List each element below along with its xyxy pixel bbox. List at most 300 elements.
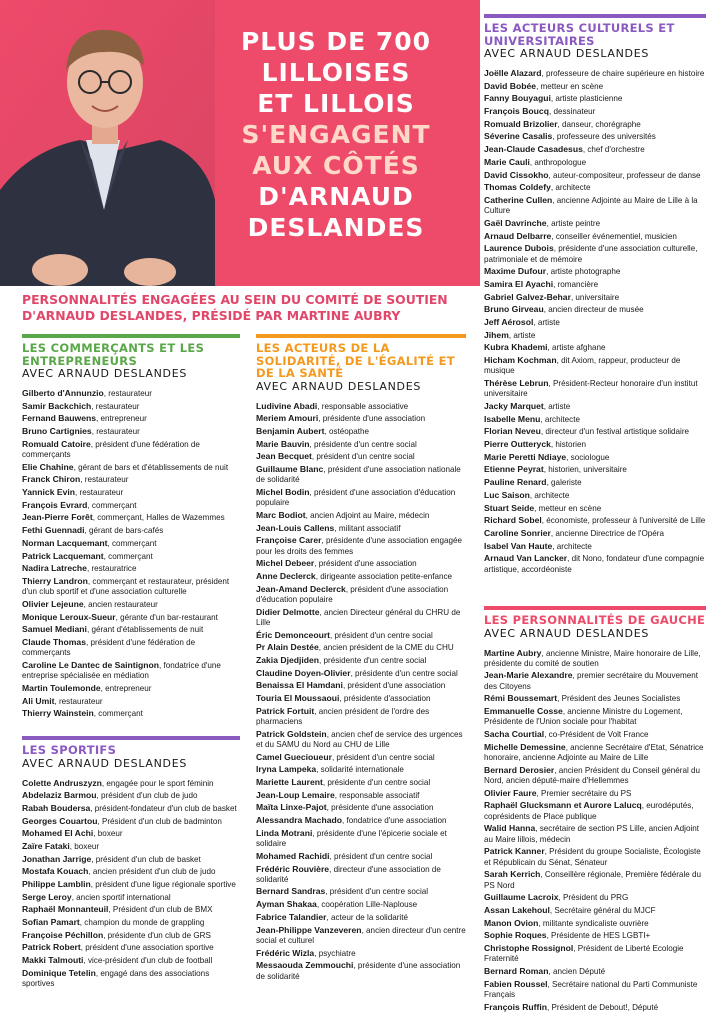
list-item [22, 942, 240, 953]
person-name: Luc Saison [484, 489, 530, 500]
person-name: Patrick Fortuit [256, 705, 315, 716]
list-item [484, 490, 706, 501]
list-item [22, 828, 240, 839]
person-role: , ancien restaurateur [83, 599, 158, 609]
person-role: , présidente d'une association culturelle, patrimoniale et de mémoire [484, 244, 698, 264]
person-role: , professeure des universités [552, 132, 656, 142]
person-name: Françoise Carer [256, 535, 322, 546]
list-item [256, 706, 466, 728]
person-role: , président d'un club de basket [91, 854, 201, 864]
person-role: , commerçant [107, 538, 157, 548]
person-role: , auteur-compositeur, professeur de danse [548, 170, 701, 180]
person-role: , président d'un centre social [330, 630, 433, 640]
list-item [22, 683, 240, 694]
portrait-photo [0, 0, 215, 286]
list-item [484, 1002, 706, 1013]
person-role: , artiste [533, 317, 560, 327]
person-role: , entrepreneur [100, 683, 152, 693]
list-item [256, 535, 466, 557]
person-role: , gérant de bars et d'établissements de nuit [73, 462, 229, 472]
person-name: Didier Delmotte [256, 606, 320, 617]
person-role: , commerçant, Halles de Wazemmes [92, 513, 225, 523]
list-item [256, 451, 466, 462]
person-name: Olivier Lejeune [22, 598, 84, 609]
person-role: , présidente d'association [339, 694, 431, 704]
list-item [484, 800, 706, 822]
person-role: , architecte [550, 183, 591, 193]
person-role: , commerçant [87, 500, 137, 510]
list-item [256, 655, 466, 666]
list-item [22, 551, 240, 562]
person-name: Ayman Shakaa [256, 899, 317, 910]
entry-list [484, 648, 706, 1014]
person-role: , architecte [529, 490, 570, 500]
person-name: Christophe Rossignol [484, 943, 574, 954]
list-item [22, 955, 240, 966]
person-role: , ostéopathe [324, 426, 370, 436]
list-item [256, 401, 466, 412]
person-role: , coopération Lille-Naplouse [316, 900, 418, 910]
list-item [484, 279, 706, 290]
hero-line: S'ENGAGENT [241, 120, 431, 149]
person-name: Abdelaziz Barmou [22, 790, 97, 801]
person-role: , danseur, chorégraphe [557, 119, 641, 129]
list-item [22, 917, 240, 928]
person-name: Fabrice Talandier [256, 911, 327, 922]
person-name: Françoise Péchillon [22, 929, 104, 940]
list-item [256, 828, 466, 850]
section-title: LES ACTEURS CULTURELS ET UNIVERSITAIRES [484, 21, 675, 48]
list-item [22, 778, 240, 789]
list-item [484, 477, 706, 488]
person-role: , fondatrice d'une entreprise spécialisée en médiation [22, 660, 221, 681]
person-role: , Secrétaire national du Parti Communiste Français [484, 979, 698, 1000]
list-item [22, 854, 240, 865]
person-name: Patrick Lacquemant [22, 550, 104, 561]
person-name: Patrick Robert [22, 942, 81, 953]
person-name: Pr Alain Destée [256, 642, 319, 653]
person-name: Georges Couartou [22, 815, 98, 826]
list-item [484, 243, 706, 265]
list-item [256, 630, 466, 641]
person-role: , restaurateur [80, 475, 129, 485]
list-item [22, 525, 240, 536]
person-name: Patrick Kanner [484, 846, 545, 857]
person-name: Jeff Aérosol [484, 316, 534, 327]
section-title: LES SPORTIFS [22, 743, 117, 757]
person-name: Isabel Van Haute [484, 540, 553, 551]
person-role: , Président-Recteur honoraire d'un institut universitaire [484, 379, 698, 399]
person-role: , Président du PRG [558, 893, 629, 903]
section-divider [22, 334, 240, 338]
list-item [22, 413, 240, 424]
list-item [484, 452, 706, 463]
person-name: Thierry Landron [22, 575, 88, 586]
list-item [484, 943, 706, 965]
list-item [22, 660, 240, 682]
list-item [484, 541, 706, 552]
person-role: , entrepreneur [96, 414, 147, 424]
person-role: , solidarité internationale [316, 765, 404, 775]
person-role: , ancien Adjoint au Maire, médecin [305, 510, 430, 520]
person-name: Patrick Goldstein [256, 728, 327, 739]
list-item [22, 599, 240, 610]
person-role: , artiste plasticienne [550, 94, 623, 104]
person-name: Rémi Boussemart [484, 693, 558, 704]
person-role: , Conseillère régionale, Première fédérale du PS Nord [484, 870, 701, 890]
person-name: Michel Bodin [256, 486, 310, 497]
person-name: Anne Declerck [256, 570, 316, 581]
list-item [22, 879, 240, 890]
list-item [22, 708, 240, 719]
person-role: , Président d'un club de BMX [108, 905, 213, 915]
person-role: , ancienne Ministre du Logement, Présidente de l'Union sociale pour l'habitat [484, 707, 683, 727]
person-name: Éric Demonceourt [256, 629, 331, 640]
intro-heading: PERSONNALITÉS ENGAGÉES AU SEIN DU COMITÉ DE SOUTIEN D'ARNAUD DESLANDES, PRÉSIDÉ PAR MARTINE AUBRY [22, 292, 448, 323]
person-role: , conseiller événementiel, musicien [551, 231, 677, 241]
person-role: , commerçant [93, 709, 143, 719]
person-name: Rabah Boudersa [22, 802, 91, 813]
person-name: Pierre Outteryck [484, 439, 551, 450]
list-item [484, 414, 706, 425]
person-name: Jean-Louis Callens [256, 522, 335, 533]
person-name: Elie Chahine [22, 461, 74, 472]
person-role: , président d'une fédération de commerçants [22, 637, 196, 658]
list-item [484, 930, 706, 941]
person-role: , président d'une association d'éducation populaire [256, 584, 449, 604]
person-role: , restaurateur [75, 488, 124, 498]
list-item [484, 503, 706, 514]
person-name: Philippe Lamblin [22, 879, 91, 889]
person-role: , militant associatif [334, 523, 401, 533]
person-role: , sociologue [566, 452, 610, 462]
list-item [484, 846, 706, 868]
list-item [484, 528, 706, 539]
person-name: Guillaume Lacroix [484, 892, 559, 903]
person-name: Caroline Le Dantec de Saintignon [22, 659, 160, 670]
person-name: Colette Andruszyzn [22, 777, 102, 788]
person-name: Fernand Bauwens [22, 413, 97, 424]
person-role: , directeur d'un festival artistique solidaire [540, 427, 690, 437]
person-role: , ancien Président du Conseil général du Nord, ancien député-maire d'Hellemmes [484, 765, 701, 786]
person-name: Bernard Roman [484, 966, 549, 977]
person-role: , secrétaire de section PS Lille, ancien Adjoint au Maire lillois, médecin [484, 824, 700, 844]
list-item [484, 729, 706, 740]
person-role: , universitaire [570, 292, 620, 302]
list-item [22, 462, 240, 473]
person-name: Linda Motrani [256, 827, 313, 838]
person-name: Richard Sobel [484, 515, 542, 526]
hero-line: D'ARNAUD [258, 182, 414, 211]
hero-line: ET LILLOIS [257, 89, 415, 118]
person-name: Gilberto d'Annunzio [22, 388, 104, 398]
list-item [484, 966, 706, 977]
person-role: , artiste photographe [546, 267, 621, 277]
person-name: Sarah Kerrich [484, 869, 541, 880]
person-role: , fondatrice d'une association [341, 816, 447, 826]
section-divider [22, 736, 240, 740]
person-name: Arnaud Van Lancker [484, 553, 568, 564]
list-item [256, 668, 466, 679]
list-item [256, 925, 466, 947]
person-name: Samira El Ayachi [484, 278, 554, 289]
list-item [22, 401, 240, 412]
list-item [484, 464, 706, 475]
list-item [484, 182, 706, 193]
person-name: Walid Hanna [484, 823, 536, 834]
hero-line: AUX CÔTÉS [252, 151, 420, 180]
person-role: , président d'une fédération de commerçants [22, 439, 200, 460]
person-role: , gérant de bars-cafés [84, 526, 164, 536]
list-item [22, 841, 240, 852]
list-item [484, 788, 706, 799]
person-name: Jean-Pierre Forêt [22, 512, 93, 523]
person-name: Martine Aubry [484, 647, 542, 658]
list-item [484, 693, 706, 704]
person-name: Messaouda Zemmouchi [256, 960, 354, 971]
person-role: , Présidente de HES LGBTI+ [546, 931, 651, 941]
list-item [256, 864, 466, 886]
person-name: Hicham Kochman [484, 355, 557, 366]
person-name: Jean-Amand Declerck [256, 583, 346, 594]
person-name: Jean-Claude Casadesus [484, 144, 583, 155]
list-item [22, 968, 240, 990]
person-name: Fabien Roussel [484, 978, 548, 989]
person-role: , ancien sportif international [71, 892, 171, 902]
person-name: Claudine Doyen-Olivier [256, 667, 351, 678]
person-role: , présidente d'un centre social [322, 778, 431, 788]
person-name: Séverine Casalis [484, 131, 553, 142]
list-item [256, 752, 466, 763]
list-item [484, 68, 706, 79]
list-item [22, 930, 240, 941]
person-role: , commerçant et restaurateur, président d'un club sportif et d'une association culturelle [22, 576, 230, 597]
entry-list [256, 401, 466, 982]
person-name: Touria El Moussaoui [256, 693, 340, 704]
person-role: , dit Nono, fondateur d'une compagnie artistique, accordéoniste [484, 554, 705, 574]
person-role: , artiste [508, 330, 536, 340]
person-role: , historien, universitaire [543, 465, 627, 475]
list-item [22, 487, 240, 498]
person-role: , présidente d'une l'épicerie sociale et solidaire [256, 828, 447, 849]
person-role: , restaurateur [54, 696, 103, 706]
list-item [484, 106, 706, 117]
person-name: Romuald Catoire [22, 438, 91, 449]
person-name: Raphaël Glucksmann et Aurore Lalucq [484, 800, 642, 811]
person-name: Mostafa Kouach [22, 866, 89, 877]
person-role: , romancière [553, 279, 599, 289]
list-item [484, 144, 706, 155]
person-role: , engagé dans des associations sportives [22, 968, 210, 989]
list-item [256, 510, 466, 521]
person-name: Benaissa El Hamdani [256, 680, 343, 691]
person-name: Thérèse Lebrun [484, 378, 549, 389]
list-item [256, 439, 466, 450]
list-item [484, 426, 706, 437]
person-role: , président d'une ligue régionale sportive [90, 880, 236, 889]
list-item [484, 918, 706, 929]
person-name: Olivier Faure [484, 787, 537, 798]
person-role: , président d'un centre social [331, 752, 435, 762]
person-name: François Ruffin [484, 1001, 548, 1012]
person-name: Zaïre Fataki [22, 840, 70, 851]
list-item [484, 231, 706, 242]
person-name: Isabelle Menu [484, 413, 541, 424]
section-gauche [484, 606, 706, 1015]
person-name: Jean-Marie Alexandre [484, 670, 573, 681]
person-name: Catherine Cullen [484, 194, 553, 205]
person-role: , présidente d'une association de solidarité [256, 961, 461, 981]
person-name: Joëlle Alazard [484, 68, 542, 78]
list-item [256, 571, 466, 582]
person-role: , président d'une association [342, 681, 446, 691]
list-item [484, 355, 706, 377]
person-name: Laurence Dubois [484, 243, 554, 254]
list-item [484, 170, 706, 181]
person-name: Jihem [484, 329, 509, 340]
list-item [22, 439, 240, 461]
person-role: , metteur en scène [536, 81, 604, 91]
person-name: Serge Leroy [22, 891, 72, 902]
person-name: Maxime Dufour [484, 266, 547, 277]
person-name: Jean Becquet [256, 451, 312, 462]
list-item [256, 584, 466, 606]
list-item [22, 803, 240, 814]
person-role: , ancienne Adjointe au Maire de Lille à la Culture [484, 195, 698, 216]
person-name: Benjamin Aubert [256, 425, 325, 436]
person-role: , gérant d'établissements de nuit [86, 625, 204, 635]
list-item [256, 680, 466, 691]
list-item [484, 979, 706, 1001]
list-item [256, 729, 466, 751]
person-role: , président d'une association nationale de solidarité [256, 464, 461, 485]
person-role: , galeriste [546, 478, 582, 488]
list-item [484, 378, 706, 400]
list-item [484, 93, 706, 104]
person-role: , vice-président d'un club de football [83, 956, 213, 966]
person-role: , présidente d'une association [318, 414, 426, 424]
person-role: , eurodéputés, coprésidents de Place publique [484, 801, 694, 821]
list-item [256, 912, 466, 923]
person-role: , ancien directeur d'un centre social et culturel [256, 925, 466, 945]
list-item [256, 802, 466, 813]
person-role: , premier secrétaire du Mouvement des Citoyens [484, 671, 699, 691]
person-name: Bruno Cartignies [22, 426, 92, 437]
list-item [22, 637, 240, 659]
person-role: , metteur en scène [534, 503, 602, 513]
list-item [22, 512, 240, 523]
hero-title [196, 26, 476, 243]
person-role: , gérante d'un bar-restaurant [115, 612, 218, 622]
person-name: Assan Lakehoul [484, 905, 550, 916]
list-item [484, 195, 706, 217]
person-role: , présidente d'une association [326, 803, 434, 813]
list-item [22, 563, 240, 574]
person-role: , responsable associative [317, 401, 409, 411]
list-item [484, 670, 706, 692]
list-item [22, 866, 240, 877]
person-name: Emmanuelle Cosse [484, 706, 563, 717]
person-role: , présidente d'une association engagée pour les droits des femmes [256, 536, 463, 556]
person-role: , président d'une association d'éducation populaire [256, 487, 456, 508]
person-role: , ancienne Directrice de l'Opéra [550, 528, 664, 538]
person-role: , Président du groupe Socialiste, Écologiste et Républicain du Sénat, Sénateur [484, 847, 701, 867]
person-name: Frédéric Rouvière [256, 863, 330, 874]
person-name: François Boucq [484, 106, 549, 117]
section-divider [256, 334, 466, 338]
person-role: , co-Président de Volt France [544, 730, 649, 740]
person-name: Alessandra Machado [256, 815, 342, 826]
person-name: Ludivine Abadi [256, 400, 318, 411]
person-name: Marie Bauvin [256, 438, 310, 449]
section-divider [484, 14, 706, 18]
person-role: , présidente d'un club de GRS [103, 930, 211, 940]
person-name: Fethi Guennadi [22, 525, 85, 536]
person-role: , président d'une association sportive [80, 943, 214, 953]
section-subtitle: AVEC ARNAUD DESLANDES [22, 367, 188, 380]
list-item [484, 304, 706, 315]
list-item [484, 330, 706, 341]
person-role: , président-fondateur d'un club de basket [90, 803, 237, 813]
hero-line: PLUS DE 700 [240, 27, 432, 56]
list-item [484, 742, 706, 764]
person-role: , chef d'orchestre [582, 145, 645, 155]
person-role: , dessinateur [548, 107, 596, 117]
person-role: , dit Axiom, rappeur, producteur de musique [484, 356, 681, 376]
person-role: , boxeur [69, 841, 100, 851]
list-item [22, 696, 240, 707]
person-name: Raphaël Monnanteuil [22, 904, 109, 915]
list-item [484, 131, 706, 142]
person-role: , restaurateur [91, 401, 140, 411]
person-role: , professeure de chaire supérieure en histoire [541, 69, 705, 78]
person-name: Stuart Seide [484, 502, 535, 513]
list-item [256, 464, 466, 486]
person-name: Etienne Peyrat [484, 464, 544, 475]
list-item [484, 515, 706, 526]
person-name: Bernard Derosier [484, 764, 555, 775]
list-item [256, 764, 466, 775]
person-name: Franck Chiron [22, 474, 81, 485]
list-item [484, 119, 706, 130]
person-name: Makki Talmouti [22, 955, 84, 966]
list-item [256, 693, 466, 704]
list-item [256, 426, 466, 437]
person-role: , présidente d'un centre social [319, 655, 427, 665]
hero-line: LILLOISES [261, 58, 411, 87]
person-name: Thierry Wainstein [22, 708, 94, 719]
person-role: , président d'un centre social [329, 851, 433, 861]
entry-list [22, 778, 240, 990]
list-item [22, 624, 240, 635]
section-subtitle: AVEC ARNAUD DESLANDES [484, 47, 650, 60]
list-item [256, 815, 466, 826]
person-name: Manon Ovion [484, 917, 539, 928]
person-name: Jean-Philippe Vanzeveren [256, 924, 362, 935]
list-item [484, 869, 706, 891]
person-name: Mohamed El Achi [22, 828, 94, 839]
person-role: , champion du monde de grappling [79, 918, 205, 928]
person-name: Camel Guecioueur [256, 751, 332, 762]
section-commercants [22, 334, 240, 721]
person-name: Thomas Coldefy [484, 182, 551, 193]
person-name: Martin Toulemonde [22, 682, 101, 693]
list-item [256, 487, 466, 509]
person-name: Norman Lacquemant [22, 537, 108, 548]
person-name: François Evrard [22, 499, 88, 510]
list-item [484, 342, 706, 353]
person-name: Monique Leroux-Sueur [22, 611, 116, 622]
